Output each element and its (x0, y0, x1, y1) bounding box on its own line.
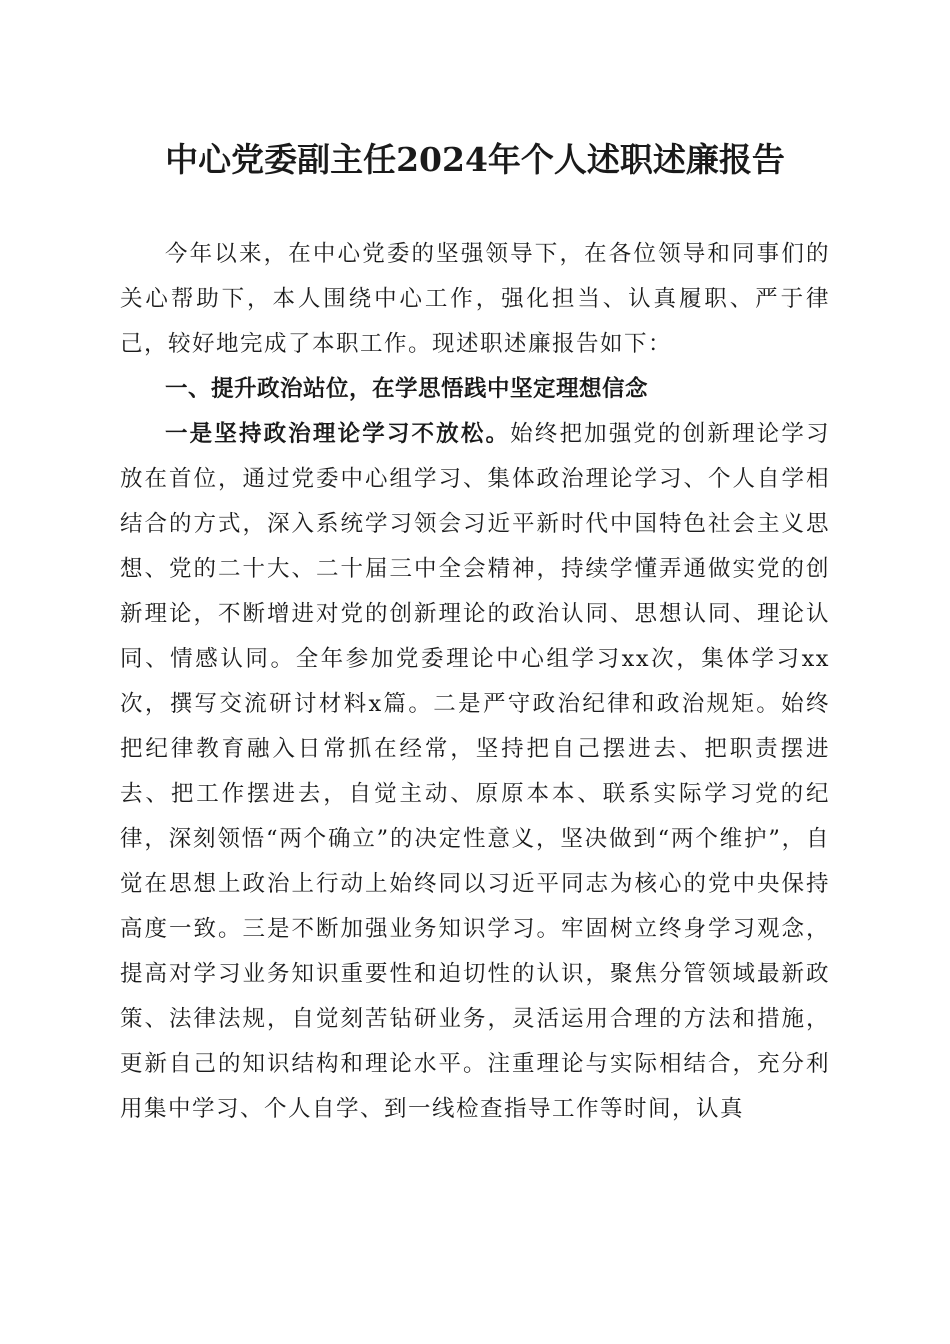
document-title: 中心党委副主任2024年个人述职述廉报告 (165, 140, 785, 179)
section-body-text: 始终把加强党的创新理论学习放在首位，通过党委中心组学习、集体政治理论学习、个人自学相结合的方式，深入系统学习领会习近平新时代中国特色社会主义思想、党的二十大、二十届三中全会精神，持续学懂弄通做实党的创新理论，不断增进对党的创新理论的政治认同、思想认同、理论认同、情感认同。全年参加党委理论中心组学习xx次，集体学习xx次，撰写交流研讨材料x篇。二是严守政治纪律和政治规矩。始终把纪律教育融入日常抓在经常，坚持把自己摆进去、把职责摆进去、把工作摆进去，自觉主动、原原本本、联系实际学习党的纪律，深刻领悟“两个确立”的决定性意义，坚决做到“两个维护”，自觉在思想上政治上行动上始终同以习近平同志为核心的党中央保持高度一致。三是不断加强业务知识学习。牢固树立终身学习观念，提高对学习业务知识重要性和迫切性的认识，聚焦分管领域最新政策、法律法规，自觉刻苦钻研业务，灵活运用合理的方法和措施，更新自己的知识结构和理论水平。注重理论与实际相结合，充分利用集中学习、个人自学、到一线检查指导工作等时间，认真 (120, 421, 830, 1122)
section-heading: 一、提升政治站位，在学思悟践中坚定理想信念 (165, 376, 649, 402)
section-paragraph (120, 412, 830, 1132)
document-body (120, 232, 830, 1132)
intro-paragraph: 今年以来，在中心党委的坚强领导下，在各位领导和同事们的关心帮助下，本人围绕中心工作，强化担当、认真履职、严于律己，较好地完成了本职工作。现述职述廉报告如下： (120, 241, 830, 357)
section-lead-sentence: 一是坚持政治理论学习不放松。 (165, 421, 511, 447)
